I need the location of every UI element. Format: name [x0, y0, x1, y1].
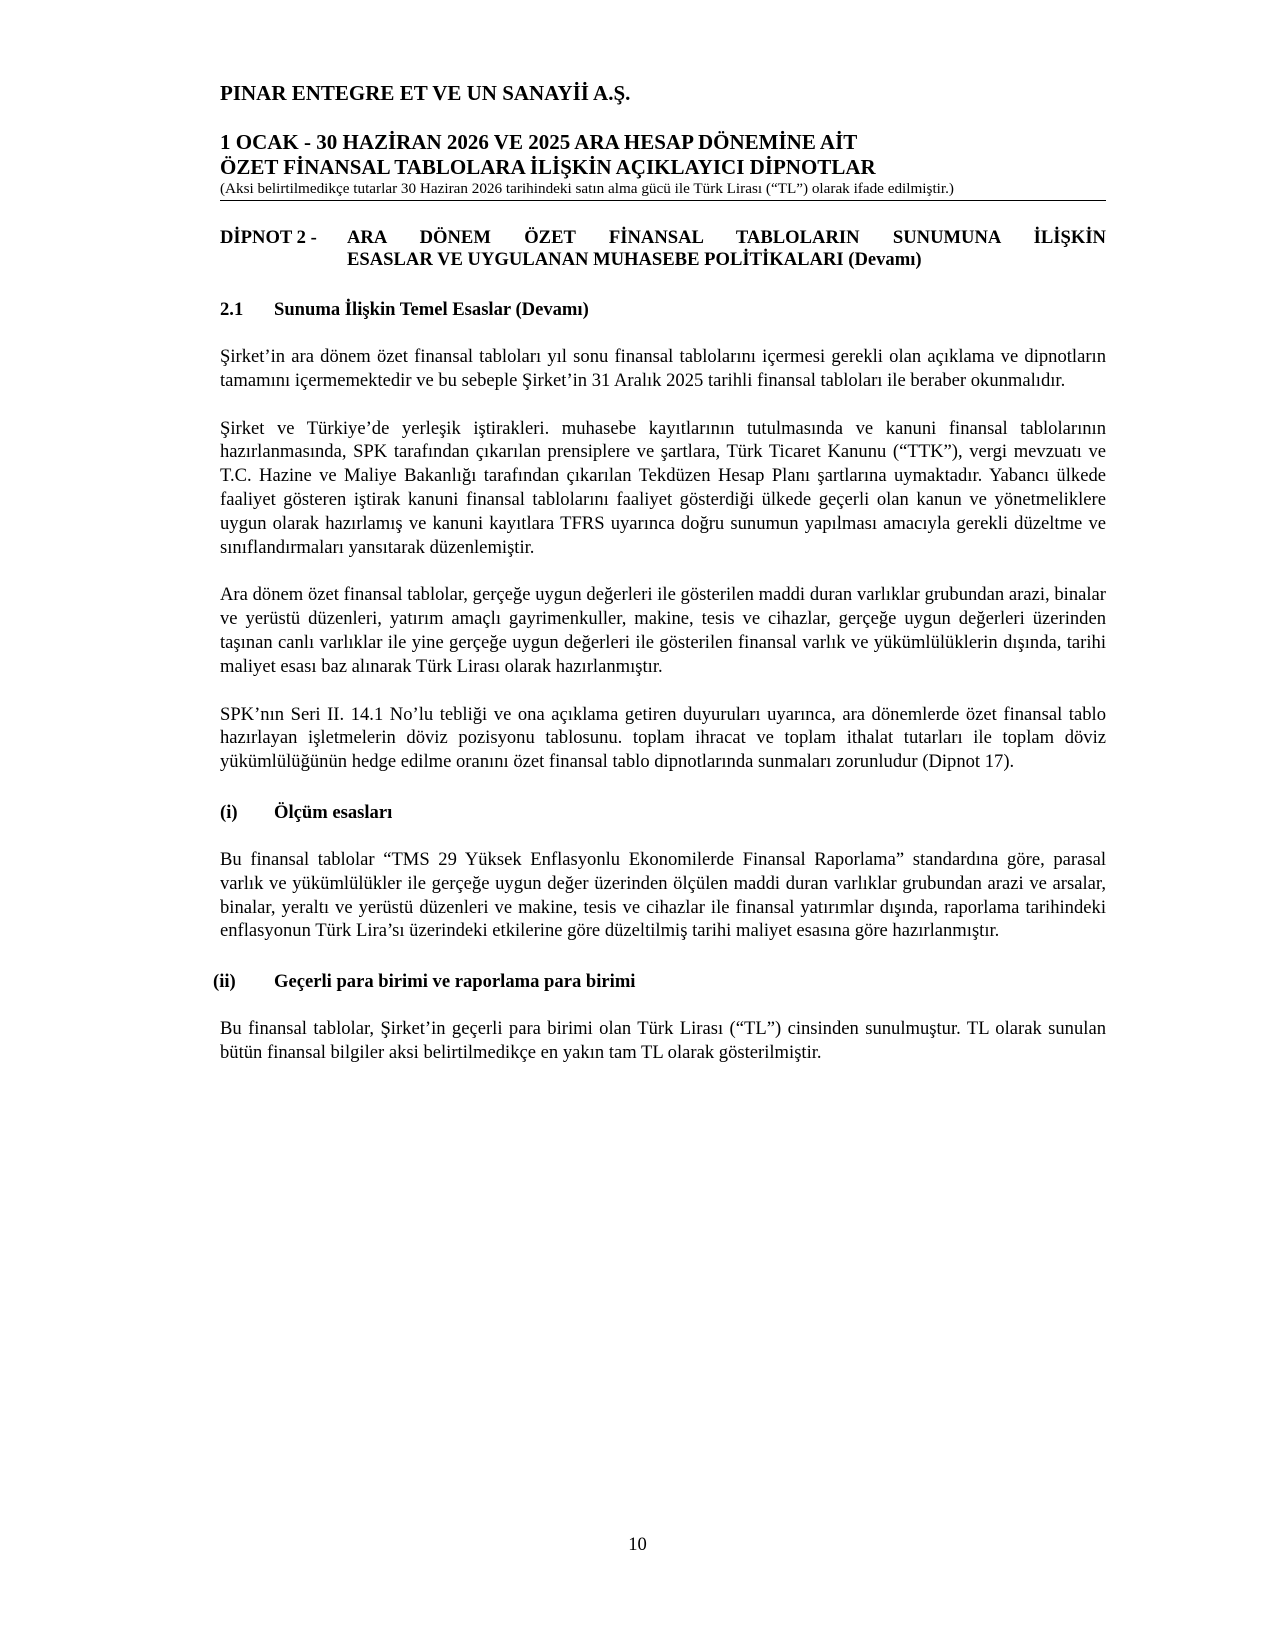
currency-note: (Aksi belirtilmedikçe tutarlar 30 Haziran 2026 tarihindeki satın alma gücü ile Türk Lirası (“TL”) olarak ifade edilmiştir.) [220, 180, 954, 197]
section-number: DİPNOT 2 - [220, 227, 317, 248]
header-divider [220, 200, 1106, 201]
report-title-line-1: 1 OCAK - 30 HAZİRAN 2026 VE 2025 ARA HESAP DÖNEMİNE AİT [220, 130, 858, 154]
paragraph-4: SPK’nın Seri II. 14.1 No’lu tebliği ve ona açıklama getiren duyuruları uyarınca, ara dönemlerde özet finansal tablo hazırlayan işletmelerin döviz pozisyonu tablosunu. toplam ihracat ve toplam ithalat tutarları ile toplam döviz yükümlülüğünün hedge edilme oranını özet finansal tablo dipnotlarında sunmaları zorunludur (Dipnot 17). [220, 703, 1106, 773]
currency-paragraph: Bu finansal tablolar, Şirket’in geçerli para birimi olan Türk Lirası (“TL”) cinsinden sunulmuştur. TL olarak sunulan bütün finansal bilgiler aksi belirtilmedikçe en yakın tam TL olarak gösterilmiştir. [220, 1018, 1106, 1063]
section-title-line-2: ESASLAR VE UYGULANAN MUHASEBE POLİTİKALARI (Devamı) [347, 249, 922, 270]
subsection-heading-2-1 [220, 299, 1106, 321]
measurement-basis-paragraph: Bu finansal tablolar “TMS 29 Yüksek Enflasyonlu Ekonomilerde Finansal Raporlama” standardına göre, parasal varlık ve yükümlülükler ile gerçeğe uygun değer üzerinden ölçülen maddi duran varlıklar grubundan arazi ve arsalar, binalar, yeraltı ve yerüstü düzenleri ve makine, tesis ve cihazlar ile finansal yatırımlar dışında, raporlama tarihindeki enflasyonun Türk Lira’sı üzerindeki etkilerine göre düzeltilmiş tarihi maliyet esasına göre hazırlanmıştır. [220, 848, 1106, 942]
section-title-line-1: ARA DÖNEM ÖZET FİNANSAL TABLOLARIN SUNUMUNA İLİŞKİN [347, 227, 1106, 248]
subsection-heading-ii [213, 971, 1106, 993]
paragraph-2: Şirket ve Türkiye’de yerleşik iştirakleri. muhasebe kayıtlarının tutulmasında ve kanuni finansal tablolarının hazırlanmasında, SPK tarafından çıkarılan prensiplere ve şartlara, Türk Ticaret Kanunu (“TTK”), vergi mevzuatı ve T.C. Hazine ve Maliye Bakanlığı tarafından çıkarılan Tekdüzen Hesap Planı şartlarına uymaktadır. Yabancı ülkede faaliyet gösteren iştirak kanuni finansal tablolarını faaliyet gösterdiği ülkede geçerli olan kanun ve yönetmeliklere uygun olarak hazırlamış ve kanuni kayıtlara TFRS uyarınca doğru sunumun yapılması amacıyla gerekli düzeltme ve sınıflandırmaları yansıtarak düzenlemiştir. [220, 417, 1106, 558]
subsection-number: (i) [220, 801, 238, 823]
subsection-title: Geçerli para birimi ve raporlama para birimi [274, 971, 636, 993]
subsection-title: Ölçüm esasları [274, 801, 393, 823]
subsection-title: Sunuma İlişkin Temel Esaslar (Devamı) [274, 299, 589, 320]
report-title [220, 130, 1106, 180]
paragraph-1: Şirket’in ara dönem özet finansal tabloları yıl sonu finansal tablolarını içermesi gerekli olan açıklama ve dipnotların tamamını içermemektedir ve bu sebeple Şirket’in 31 Aralık 2025 tarihli finansal tabloları ile beraber okunmalıdır. [220, 346, 1106, 391]
subsection-heading-i [220, 802, 1106, 824]
section-heading [220, 227, 1106, 271]
document-page [213, 80, 1106, 1065]
company-name: PINAR ENTEGRE ET VE UN SANAYİİ A.Ş. [220, 81, 631, 105]
document-header [220, 80, 1106, 201]
subsection-number: (ii) [213, 971, 236, 993]
page-number: 10 [628, 1534, 647, 1555]
paragraph-3: Ara dönem özet finansal tablolar, gerçeğe uygun değerleri ile gösterilen maddi duran varlıklar grubundan arazi, binalar ve yerüstü düzenleri, yatırım amaçlı gayrimenkuller, makine, tesis ve cihazlar, gerçeğe uygun değerleri üzerinden taşınan canlı varlıklar ile yine gerçeğe uygun değerleri ile gösterilen finansal varlık ve yükümlülüklerin dışında, tarihi maliyet esası baz alınarak Türk Lirası olarak hazırlanmıştır. [220, 584, 1106, 677]
subsection-number: 2.1 [220, 299, 244, 320]
section-title [347, 227, 1106, 271]
report-title-line-2: ÖZET FİNANSAL TABLOLARA İLİŞKİN AÇIKLAYICI DİPNOTLAR [220, 155, 876, 179]
